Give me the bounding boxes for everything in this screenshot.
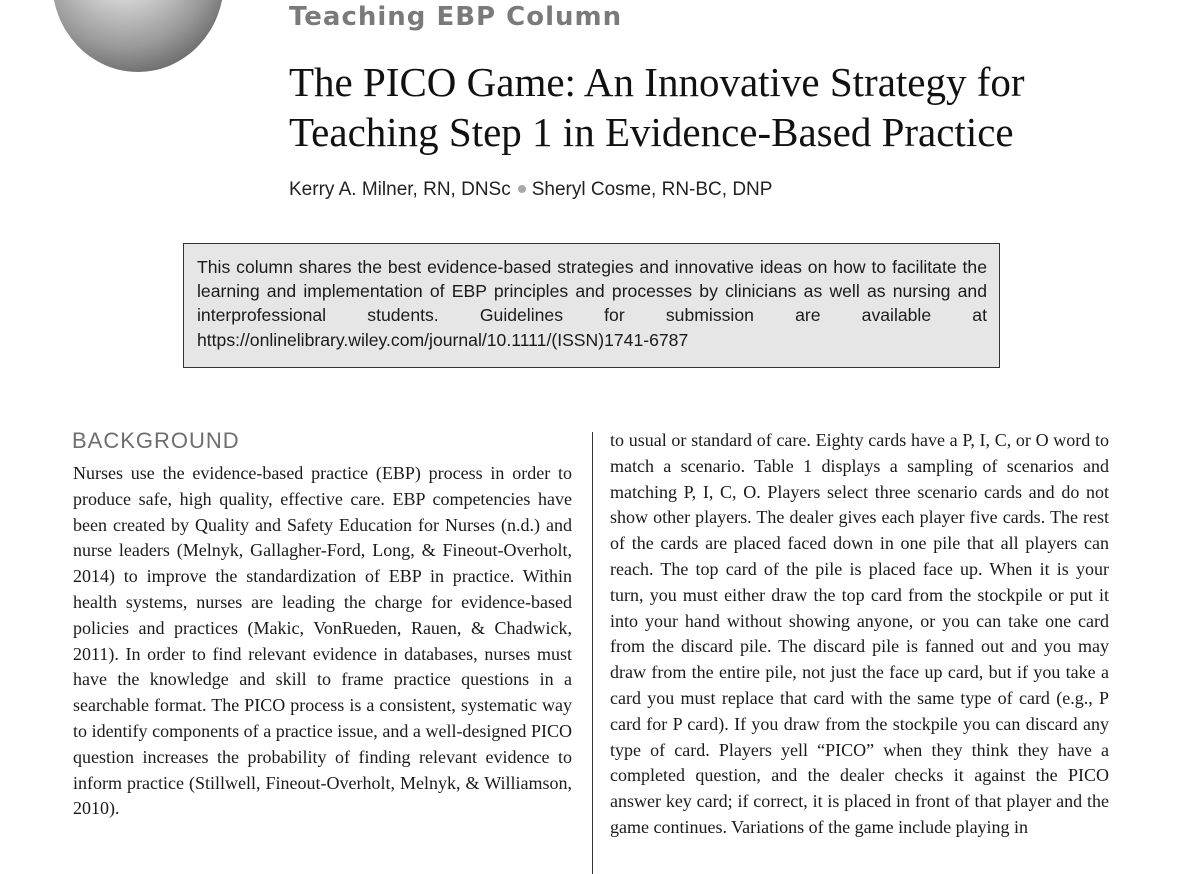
author-2: Sheryl Cosme, RN-BC, DNP bbox=[531, 179, 773, 200]
author-separator-dot bbox=[518, 185, 526, 193]
column-logo-sphere bbox=[52, 0, 224, 72]
background-paragraph: Nurses use the evidence-based practice (EBP) process in order to produce safe, high quality, effective care. EBP competencies have been created by Quality and Safety Education for Nurses (n.d.) and nurse leaders (Melnyk, Gallagher-Ford, Long, & Fineout-Overholt, 2014) to improve the standardization of EBP in practice. Within health systems, nurses are leading the charge for evidence-based policies and practices (Makic, VonRueden, Rauen, & Chadwick, 2011). In order to find relevant evidence in databases, nurses must have the knowledge and skill to frame practice questions in a searchable format. The PICO process is a consistent, systematic way to identify components of a practice issue, and a well-designed PICO question increases the probability of finding relevant evidence to inform practice (Stillwell, Fineout-Overholt, Melnyk, & Williamson, 2010). bbox=[73, 463, 572, 819]
column-label: Teaching EBP Column bbox=[289, 2, 623, 32]
column-divider bbox=[592, 432, 593, 874]
author-1: Kerry A. Milner, RN, DNSc bbox=[289, 179, 511, 200]
article-title: The PICO Game: An Innovative Strategy for Teaching Step 1 in Evidence-Based Practice bbox=[289, 59, 1025, 155]
author-line bbox=[289, 179, 772, 201]
section-heading-background: BACKGROUND bbox=[72, 428, 240, 453]
right-column-paragraph: to usual or standard of care. Eighty cards have a P, I, C, or O word to match a scenario. Table 1 displays a sampling of scenarios and matching P, I, C, O. Players select three scenario cards and do not show other players. The dealer gives each player five cards. The rest of the cards are placed faced down in one pile that all players can reach. The top card of the pile is placed face up. When it is your turn, you must either draw the top card from the stockpile or put it into your hand without showing anyone, or you can take one card from the discard pile. The discard pile is fanned out and you may draw from the entire pile, not just the face up card, but if you take a card you must replace that card with the same type of card (e.g., P card for P card). If you draw from the stockpile you can discard any type of card. Players yell “PICO” when they think they have a completed question, and the dealer checks it against the PICO answer key card; if correct, it is placed in front of that player and the game continues. Variations of the game include playing in bbox=[610, 430, 1109, 837]
column-note-box: This column shares the best evidence-based strategies and innovative ideas on how to facilitate the learning and implementation of EBP principles and processes by clinicians as well as nursing and interprofessional students. Guidelines for submission are available at https://onlinelibrary.wiley.com/journal/10.1111/(ISSN)1741-6787 bbox=[183, 243, 1000, 368]
